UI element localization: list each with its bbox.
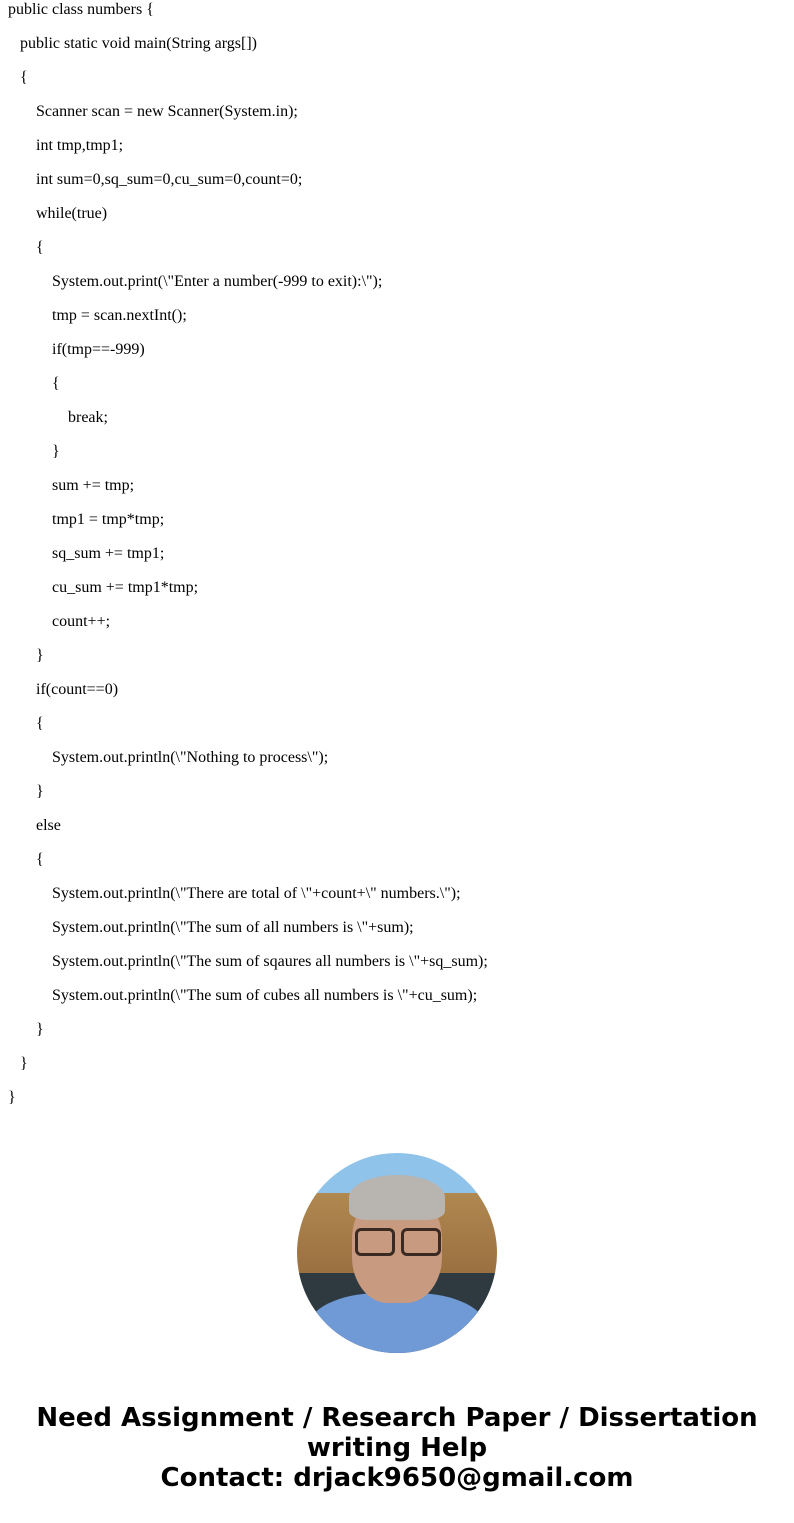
code-line: while(true) [36, 205, 108, 222]
code-line: { [20, 69, 28, 86]
code-line: sq_sum += tmp1; [52, 545, 165, 562]
code-line: System.out.println(\"The sum of cubes all numbers is \"+cu_sum); [52, 987, 478, 1004]
code-line: System.out.println(\"The sum of all numbers is \"+sum); [52, 919, 414, 936]
code-line: System.out.println(\"There are total of \"+count+\" numbers.\"); [52, 885, 461, 902]
code-line: } [36, 783, 44, 800]
code-line: int sum=0,sq_sum=0,cu_sum=0,count=0; [36, 171, 303, 188]
footer-contact: Contact: drjack9650@gmail.com [160, 1463, 634, 1493]
code-line: System.out.println(\"The sum of sqaures all numbers is \"+sq_sum); [52, 953, 488, 970]
code-line: if(tmp==-999) [52, 341, 145, 358]
footer-line-2: writing Help [306, 1433, 488, 1463]
code-line: else [36, 817, 61, 834]
code-line: System.out.println(\"Nothing to process\"); [52, 749, 329, 766]
code-line: } [8, 1089, 16, 1106]
code-line: tmp = scan.nextInt(); [52, 307, 187, 324]
code-line: { [52, 375, 60, 392]
author-photo [297, 1153, 497, 1353]
code-line: System.out.print(\"Enter a number(-999 to exit):\"); [52, 273, 383, 290]
code-line: count++; [52, 613, 111, 630]
code-line: break; [68, 409, 108, 426]
code-line: { [36, 715, 44, 732]
code-line: Scanner scan = new Scanner(System.in); [36, 103, 298, 120]
contact-footer [0, 1403, 794, 1493]
code-line: sum += tmp; [52, 477, 135, 494]
code-line: } [52, 443, 60, 460]
code-line: if(count==0) [36, 681, 119, 698]
code-line: cu_sum += tmp1*tmp; [52, 579, 199, 596]
code-line: public static void main(String args[]) [20, 35, 257, 52]
code-line: { [36, 239, 44, 256]
footer-line-1: Need Assignment / Research Paper / Dissertation [36, 1403, 758, 1433]
code-line: } [36, 647, 44, 664]
code-line: } [36, 1021, 44, 1038]
code-line: int tmp,tmp1; [36, 137, 124, 154]
code-line: } [20, 1055, 28, 1072]
code-line: tmp1 = tmp*tmp; [52, 511, 165, 528]
code-line: { [36, 851, 44, 868]
code-line: public class numbers { [8, 1, 154, 18]
